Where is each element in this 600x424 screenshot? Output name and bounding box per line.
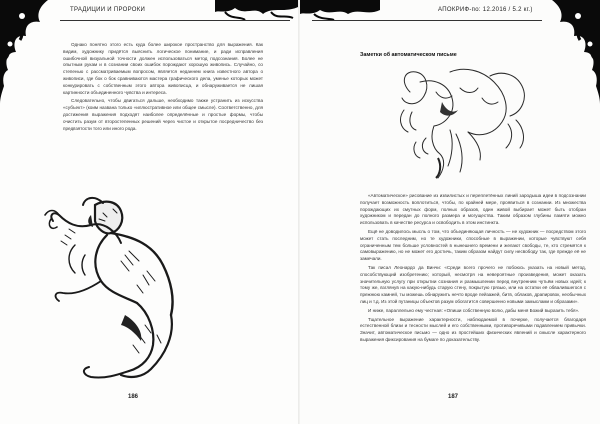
left-page-number: 186 [128, 394, 139, 400]
right-page [300, 0, 600, 424]
left-page-header: ТРАДИЦИИ И ПРОРОКИ [70, 7, 146, 13]
right-page-header: АПОКРИФ-по: 12.2016 / 5.2 кг.) [438, 7, 533, 13]
right-paragraph: Так писал Леонардо да Винчи: «Среди всего прочего не побоюсь указать на новый метод, способствующий изобретению; который, несмотря на невероятные произведения, может оказать значительную услугу при открытии сознания и размышлении перед внутренним чутьём новых идей; к тому же, взглянув на какую-нибудь старую стену, покрытую грязью, или на остатки её обвалившегося с прежнюю камней, ты можешь обнаружить нечто вроде пейзажей, битв, облаков, драпировок, необычных лиц и т.д. Из этой путаницы объектов разум обогатится совершенно новыми замыслами и образами». [360, 264, 586, 304]
left-paragraph: Однако понятно этого есть куда более широкое пространство для выражения. Как видим, художнику придётся выяснить логическое понимание, и ради исправления ошибочной визуальной точности должен использоваться метод подсознания. Более не опытным рукам и в сознании своих ошибок порождают хорошую живопись. Случайно, со степенью с рассматриваемым вопросом, является неданнем книга известного автора о живописи, где бок о бок сравниваются мастера графического дела, уменье которых может конкурировать с собственным этого автора живописца, и обнаруживается не лишая картинности объединенного чувства и интереса. [63, 42, 263, 95]
right-paragraph: Ещё не доводилось мысль о том, что объединяющая личность — не художник — посредством этого может стать последним, но те художники, способные в выражении, которые чувствуют себя ограниченным тем больше условностей в нынешнего времени и желают свободы, те, кто стремятся к самовыражению, но не может его достичь, таким образом найдут силу несвободу так, где прежде её не замечали. [360, 228, 586, 262]
right-page-number: 187 [448, 394, 459, 400]
right-body-text [360, 193, 586, 344]
ornament-top-left-icon [0, 0, 60, 110]
ornament-right-top-left-icon [300, 0, 380, 20]
left-body-text [63, 42, 263, 132]
ornament-top-right-icon [540, 0, 600, 110]
right-paragraph: «Автоматическое» рисование из извилистых и переплетённых линий зародыша идеи в подсознании получает возможность воплотиться, чтобы, по крайней мере, проявиться в сознании. Из множества порождающих их смутных форм, полных образов, один живой выбирает может быть отобран художником и передан до полного размера и могущества. Таким образом глубины памяти можно использовать в качестве ресурса и освободить в этом инстинкта. [360, 193, 586, 226]
left-paragraph: Следовательно, чтобы двигаться дальше, необходимо также устранить из искусства «субъект» (коим названа только «иллюстративное или общее смысле). Соответственно, для достижения выражения подходят наиболее определённые и простые формы, чтобы очистить разум от второстепенных решений через чистое и открытое посредничество без предвзятости того или иного рода. [63, 98, 263, 131]
article-title: Заметки об автоматическом письме [360, 52, 457, 58]
right-paragraph: И ниже, параллельно ему честная: «Опиши собственную волю, дабы меня Божий выразить тебя». [368, 307, 580, 313]
automatic-drawing-illustration [390, 62, 540, 182]
ornament-top-center-icon [215, 0, 300, 20]
right-paragraph: Тщательное выражение характерности, наблюдаемой в почерке, получается благодаря естественной близи и тесности мыслей и его собственными, противоречивыми подавлением привычки. Значит, автоматическое письмо — одно из простейших физических явлений и смысле характерного выражения фиксирования на бумаге по доказательству. [360, 316, 586, 342]
left-header-rule [60, 20, 290, 21]
crouching-figure-illustration [25, 185, 225, 390]
right-header-rule [312, 20, 542, 21]
